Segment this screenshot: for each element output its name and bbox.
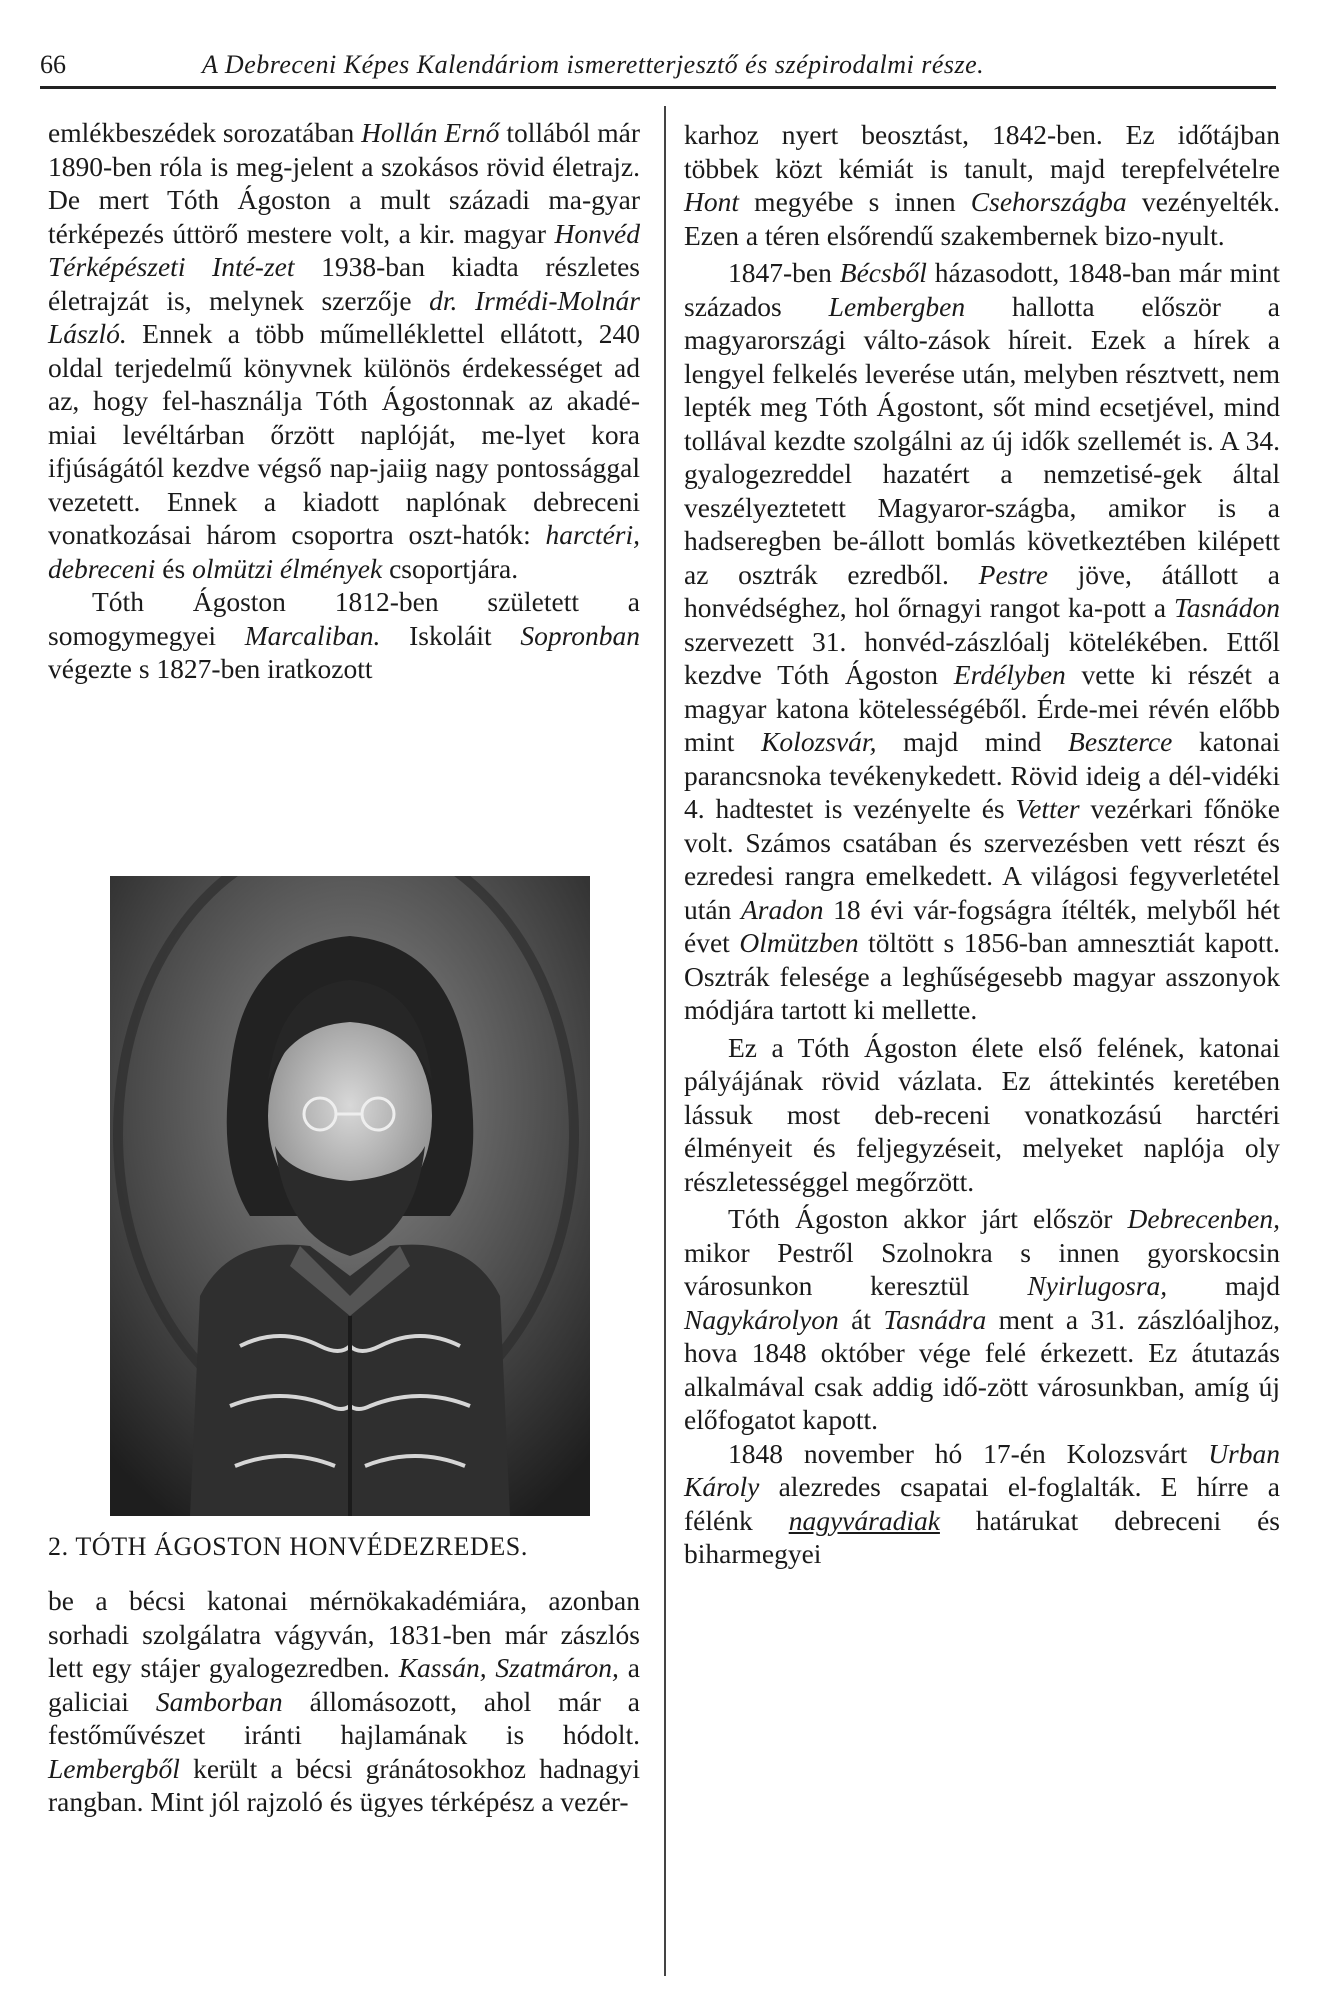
text-run: harctéri, debreceni [48,519,640,584]
right-column [684,118,1280,1571]
column-divider [664,106,666,1976]
text-run: Bécsből [839,257,927,288]
running-title: A Debreceni Képes Kalendáriom ismeretterjesztő és szépirodalmi része. [202,50,985,79]
portrait-image [110,876,590,1516]
text-run: Tasnádra [883,1303,987,1335]
text-run: Hollán Ernő [361,117,500,148]
text-run: nagyváradiak [788,1504,940,1536]
text-run: Urban Károly [684,1437,1280,1502]
text-run: Kassán, Szatmáron, [398,1652,619,1683]
left-paragraph-1: emlékbeszédek sorozatában Hollán Ernő tollából már 1890-ben róla is meg-jelent a szokásos rövid életrajz. De mert Tóth Ágoston a mult századi ma-gyar térképezés úttörő mestere volt, a kir. magyar Honvéd Térképészeti Inté-zet 1938-ban kiadta részletes életrajzát is, melynek szerzője dr. Irmédi-Molnár László. Ennek a több műmelléklettel ellátott, 240 oldal terjedelmű könyvnek különös érdekességet ad az, hogy fel-használja Tóth Ágostonnak az akadé-miai levéltárban őrzött naplóját, me-lyet kora ifjúságától kezdve végső nap-jaiig nagy pontossággal vezetett. Ennek a kiadott naplónak debreceni vonatkozásai három csoportra oszt-hatók: harctéri, debreceni és olmützi élmények csoportjára. [48,117,640,584]
text-run: Samborban [155,1685,283,1717]
text-run: Lembergben [828,290,966,322]
text-run: olmützi élmények [192,552,383,584]
text-run: Aradon [740,893,824,925]
text-run: Marcaliban. [244,619,381,651]
text-run: Honvéd Térképészeti Inté-zet [48,217,640,282]
text-run: Erdélyben [953,659,1066,690]
figure-caption: 2. TÓTH ÁGOSTON HONVÉDEZREDES. [48,1532,528,1561]
text-run: Beszterce [1068,726,1173,757]
text-run: Lembergből [48,1752,180,1784]
left-paragraph-2: Tóth Ágoston 1812-ben született a somogymegyei Marcaliban. Iskoláit Sopronban végezte s 1827-ben iratkozott [48,586,640,684]
header-rule [40,86,1276,89]
page-number: 66 [40,50,66,79]
text-run: Pestre [978,558,1048,590]
text-run: Hont [684,186,739,217]
text-run: Csehországba [970,186,1127,217]
right-paragraph-5: 1848 november hó 17-én Kolozsvárt Urban Károly alezredes csapatai el-foglalták. E hírre a félénk nagyváradiak határukat debreceni és biharmegyei [684,1437,1280,1569]
right-paragraph-2: 1847-ben Bécsből házasodott, 1848-ban már mint százados Lembergben hallotta először a magyarországi válto-zások híreit. Ezek a hírek a lengyel felkelés leverése után, melyben résztvett, nem lepték meg Tóth Ágostont, sőt mind ecsetjével, mind tollával kezdte szolgálni az új idők szellemét is. A 34. gyalogezreddel hazatért a nemzetisé-gek által veszélyeztetett Magyaror-szágba, amikor is a hadseregben be-állott bomlás következtében kilépett az osztrák ezredből. Pestre jöve, átállott a honvédséghez, hol őrnagyi rangot ka-pott a Tasnádon szervezett 31. honvéd-zászlóalj kötelékében. Ettől kezdve Tóth Ágoston Erdélyben vette ki részét a magyar katona kötelességéből. Érde-mei révén előbb mint Kolozsvár, majd mind Beszterce katonai parancsnoka tevékenykedett. Rövid ideig a dél-vidéki 4. hadtestet is vezényelte és Vetter vezérkari főnöke volt. Számos csatában és szervezésben vett részt és ezredesi rangra emelkedett. A világosi fegyverletétel után Aradon 18 évi vár-fogságra ítélték, melyből hét évet Olmützben töltött s 1856-ban amnesztiát kapott. Osztrák felesége a leghűségesebb magyar asszonyok módjára tartott ki mellette. [684,257,1281,1025]
text-run: Debrecenben, [1127,1203,1280,1234]
text-run: Vetter [1015,793,1080,824]
left-column [48,116,640,686]
text-run: dr. Irmédi-Molnár László. [48,284,640,349]
text-run: Kolozsvár, [761,726,877,757]
text-run: Olmützben [739,927,859,958]
text-run: Tasnádon [1174,592,1280,623]
page-header [40,44,1276,86]
right-paragraph-3: Ez a Tóth Ágoston élete első felének, katonai pályájának rövid vázlata. Ez áttekintés keretében lássuk most deb-receni vonatkozású harctéri élményeit és feljegyzéseit, melyeket naplója oly részletességgel megőrzött. [684,1031,1280,1197]
right-paragraph-4: Tóth Ágoston akkor járt először Debrecenben, mikor Pestről Szolnokra s innen gyorskocsin városunkon keresztül Nyirlugosra, majd Nagykárolyon át Tasnádra ment a 31. zászlóaljhoz, hova 1848 október vége felé érkezett. Ez átutazás alkalmával csak addig idő-zött városunkban, amíg új előfogatot kapott. [684,1203,1280,1435]
left-paragraph-3: be a bécsi katonai mérnökakadémiára, azonban sorhadi szolgálatra vágyván, 1831-ben már zászlós lett egy stájer gyalogezredben. Kassán, Szatmáron, a galiciai Samborban állomásozott, ahol már a festőművészet iránti hajlamának is hódolt. Lembergből került a bécsi gránátosokhoz hadnagyi rangban. Mint jól rajzoló és ügyes térképész a vezér- [48,1585,640,1817]
right-paragraph-1: karhoz nyert beosztást, 1842-ben. Ez időtájban többek közt kémiát is tanult, majd terepfelvételre Hont megyébe s innen Csehországba vezényelték. Ezen a téren elsőrendű szakembernek bizo-nyult. [684,119,1281,251]
left-column-bottom [48,1584,640,1819]
text-run: Sopronban [520,619,640,651]
text-run: Nagykárolyon [684,1303,839,1335]
portrait-figure [110,876,590,1516]
text-run: Nyirlugosra, [1027,1270,1168,1301]
